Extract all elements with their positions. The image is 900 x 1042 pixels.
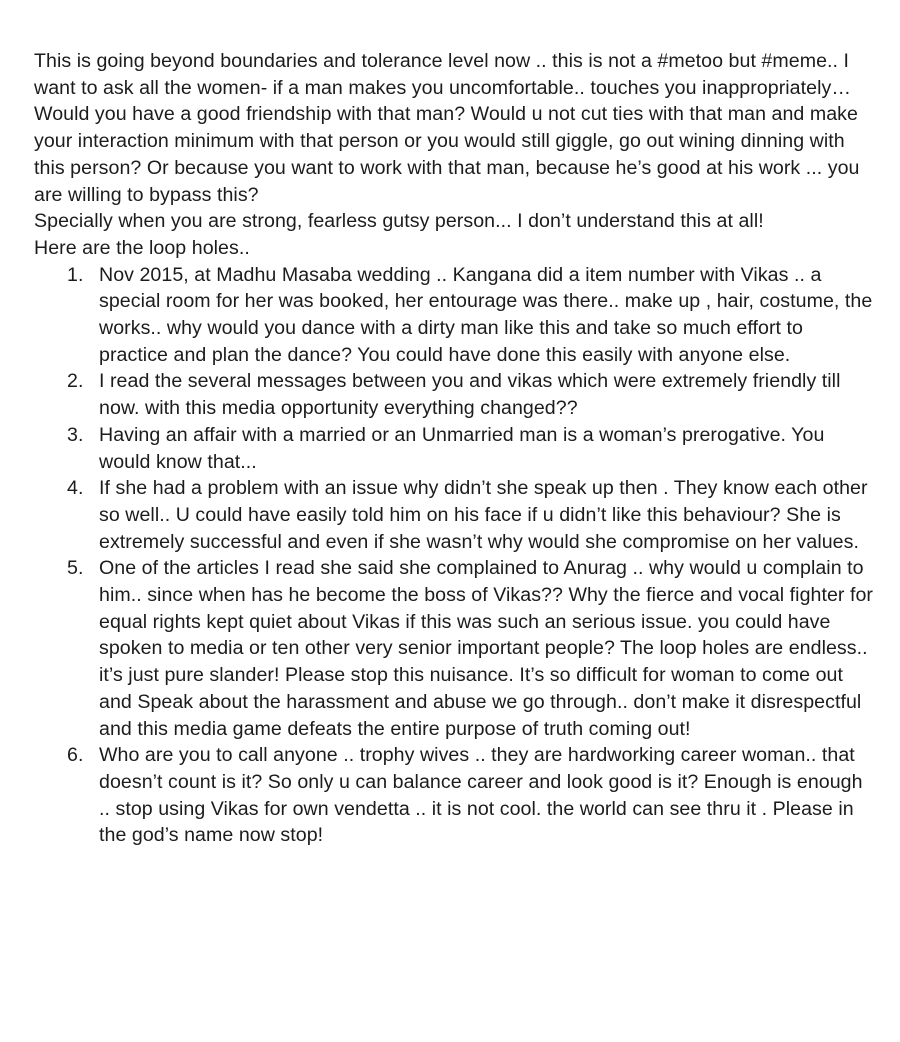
list-heading: Here are the loop holes.. [34, 236, 250, 259]
list-item-text: If she had a problem with an issue why didn’t she speak up then . They know each other so well.. U could have easily told him on his face if u didn’t like this behaviour? She is extremely successful and even if she wasn’t why would she compromise on her values. [99, 477, 868, 553]
list-item-text: Who are you to call anyone .. trophy wives .. they are hardworking career woman.. that doesn’t count is it? So only u can balance career and look good is it? Enough is enough .. stop using Vikas for own vendetta .. it is not cool. the world can see thru it . Please in the god’s name now stop! [99, 744, 863, 847]
list-item-number: 6. [67, 744, 84, 767]
list-item-text: One of the articles I read she said she complained to Anurag .. why would u complain to him.. since when has he become the boss of Vikas?? Why the fierce and vocal fighter for equal rights kept quiet about Vikas if this was such an serious issue. you could have spoken to media or ten other very senior important people? The loop holes are endless.. it’s just pure slander! Please stop this nuisance. It’s so difficult for woman to come out and Speak about the harassment and abuse we go through.. don’t make it disrespectful and this media game defeats the entire purpose of truth coming out! [99, 557, 873, 740]
intro-paragraph: This is going beyond boundaries and tolerance level now .. this is not a #metoo but #meme.. I want to ask all the women- if a man makes you uncomfortable.. touches you inappropriately… Would you have a good friendship with that man? Would u not cut ties with that man and make your interaction minimum with that person or you would still giggle, go out wining dinning with this person? Or because you want to work with that man, because he’s good at his work ... you are willing to bypass this? [34, 50, 860, 206]
list-item [34, 742, 874, 849]
list-item-number: 3. [67, 423, 84, 446]
list-item-text: I read the several messages between you and vikas which were extremely friendly till now. with this media opportunity everything changed?? [99, 370, 841, 420]
list-item-number: 2. [67, 370, 84, 393]
list-item-number: 1. [67, 263, 84, 286]
list-item [34, 422, 874, 475]
list-item-number: 4. [67, 477, 84, 500]
follow-up-line: Specially when you are strong, fearless gutsy person... I don’t understand this at all! [34, 210, 764, 233]
list-item-number: 5. [67, 557, 84, 580]
loop-holes-list [34, 262, 874, 849]
list-item-text: Nov 2015, at Madhu Masaba wedding .. Kangana did a item number with Vikas .. a special room for her was booked, her entourage was there.. make up , hair, costume, the works.. why would you dance with a dirty man like this and take so much effort to practice and plan the dance? You could have done this easily with anyone else. [99, 263, 873, 366]
list-item [34, 262, 874, 369]
list-item [34, 368, 874, 421]
list-item-text: Having an affair with a married or an Unmarried man is a woman’s prerogative. You would know that... [99, 423, 825, 473]
list-item [34, 475, 874, 555]
statement-document [34, 48, 874, 849]
list-item [34, 555, 874, 742]
